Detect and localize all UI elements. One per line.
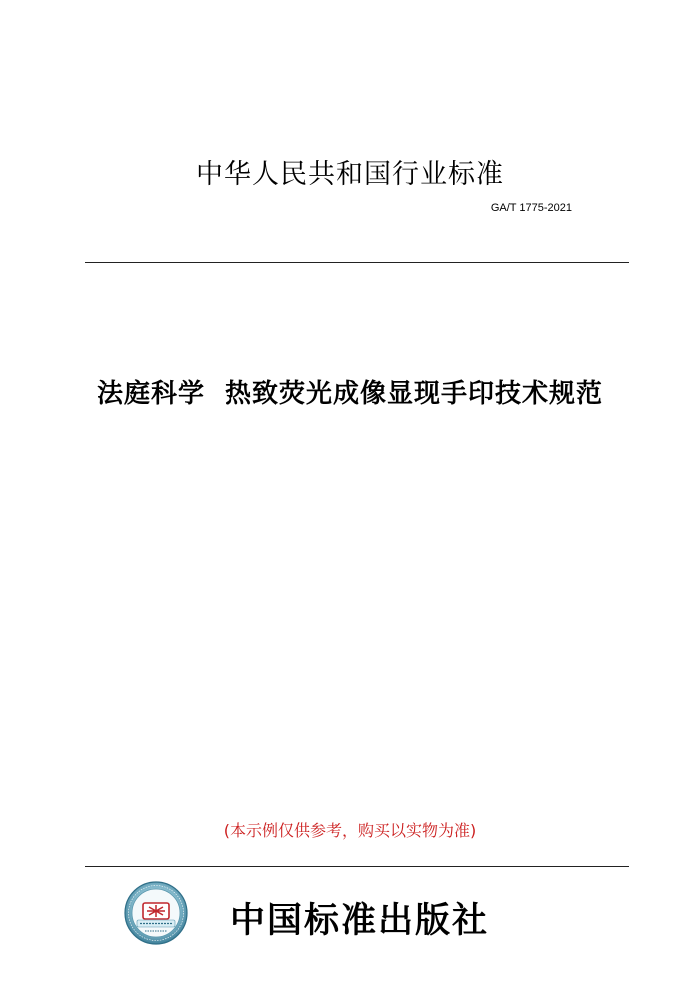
header-title: 中华人民共和国行业标准 (196, 159, 504, 190)
document-title: 法庭科学 热致荧光成像显现手印技术规范 (96, 379, 604, 409)
publisher-seal-icon (123, 880, 189, 946)
publisher-name: 中国标准出版社 (230, 900, 490, 941)
sample-notice: (本示例仅供参考，购买以实物为准) (223, 821, 477, 840)
top-divider (85, 262, 629, 263)
bottom-divider (85, 866, 629, 867)
standard-number: GA/T 1775-2021 (490, 202, 572, 214)
